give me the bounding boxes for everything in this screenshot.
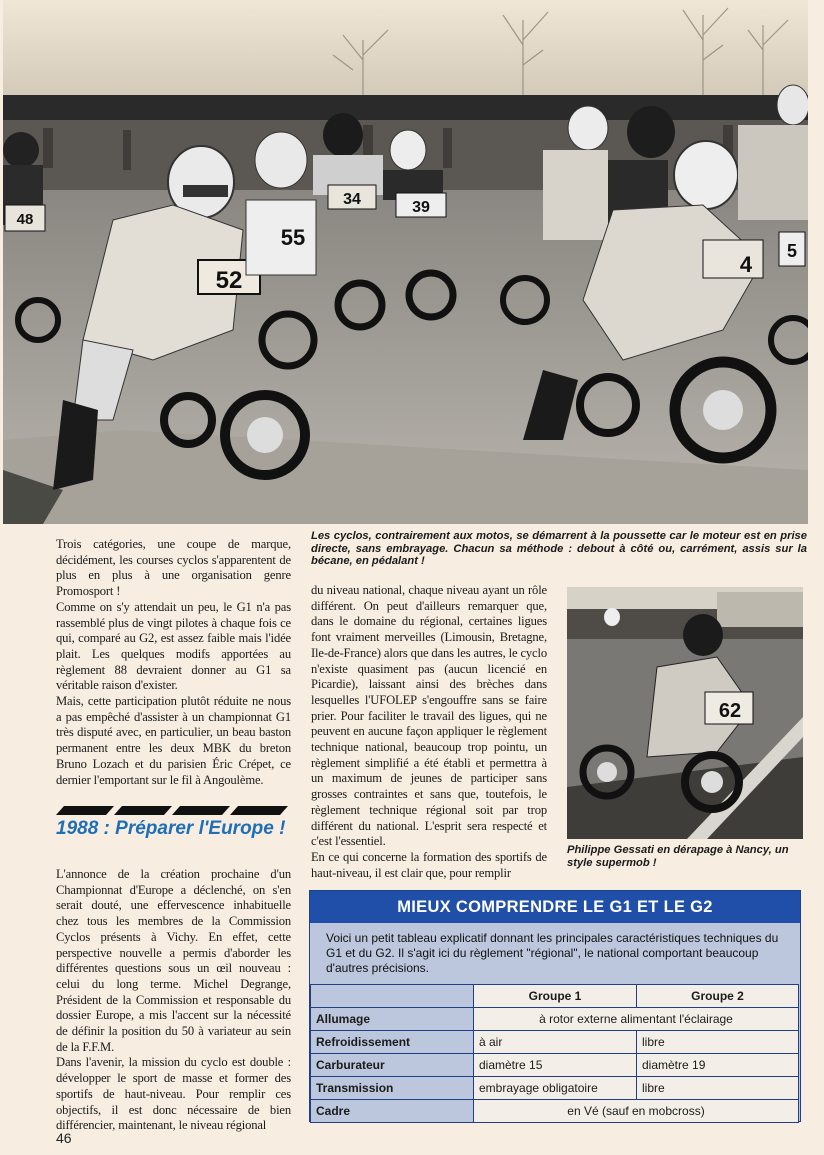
row-label: Allumage — [311, 1008, 474, 1031]
paragraph: Mais, cette participation plutôt réduite ne nous a pas empêché d'assister à un championnat G1 très disputé avec, en particulier, un beau baston permanent entre les deux MBK du breton Bruno Lozach et du parisien Éric Crépet, ce dernier l'emportant sur le fil à Angoulème. — [56, 694, 291, 787]
bike-number-62: 62 — [718, 700, 742, 722]
main-photo-caption: Les cyclos, contrairement aux motos, se démarrent à la poussette car le moteur est en prise directe, sans embrayage. Chacun sa méthode : debout à côté ou, carrément, assis sur la bécane, en pédalant ! — [311, 530, 807, 567]
table-cell: libre — [637, 1077, 799, 1100]
row-label: Carburateur — [311, 1054, 474, 1077]
paragraph: du niveau national, chaque niveau ayant un rôle différent. On peut d'ailleurs remarquer que, dans le domaine du régional, certaines ligues font vraiment merveilles (Limousin, Bretagne, Ile-de-France) alors que dans les autres, le cyclo n'existe quasiment pas (aucun licencié en Picardie), laissant ainsi des brèches dans lesquelles l'UFOLEP s'engouffre sans se faire prier. Pour faciliter le travail des ligues, qui ne peuvent en aucune façon appliquer le règlement technique national, beaucoup trop pointu, un règlement simplifié a été établi et permettra à un maximum de jeunes de participer sans grosses contraintes et sans que, toutefois, le règlement technique régional soit par trop différent du national. L'esprit sera respecté et c'est l'essentiel. — [311, 583, 547, 849]
row-label: Refroidissement — [311, 1031, 474, 1054]
comparison-box — [309, 890, 801, 1122]
table-row — [311, 1100, 799, 1123]
main-race-photo — [3, 0, 808, 524]
bike-number-52: 52 — [215, 267, 243, 294]
table-cell: à rotor externe alimentant l'éclairage — [474, 1008, 799, 1031]
comparison-table — [310, 984, 799, 1123]
table-cell: embrayage obligatoire — [474, 1077, 637, 1100]
table-header-row — [311, 985, 799, 1008]
table-row — [311, 1031, 799, 1054]
table-cell: en Vé (sauf en mobcross) — [474, 1100, 799, 1123]
paragraph: Comme on s'y attendait un peu, le G1 n'a pas rassemblé plus de vingt pilotes à chaque fois ce qui, comparé au G2, est assez faible mais l'idée plait. Les quelques modifs apportées au règlement 88 devraient donner au G1 sa véritable raison d'exister. — [56, 599, 291, 693]
paragraph: Dans l'avenir, la mission du cyclo est double : développer le sport de masse et former des sportifs de haut-niveau. Pour remplir ces objectifs, il est donc nécessaire de bien différencier, maintenant, le niveau régional — [56, 1055, 291, 1133]
page-number: 46 — [56, 1130, 72, 1146]
bike-number-34: 34 — [343, 191, 361, 208]
bike-number-55: 55 — [280, 225, 306, 250]
table-cell: libre — [637, 1031, 799, 1054]
column1-body — [56, 867, 291, 1134]
bike-number-48: 48 — [16, 211, 34, 228]
table-corner — [311, 985, 474, 1008]
table-cell: à air — [474, 1031, 637, 1054]
section-divider — [56, 806, 288, 815]
paragraph: L'annonce de la création prochaine d'un Championnat d'Europe a déclenché, on s'en serait douté, une effervescence inhabituelle chez tous les membres de la Commission Cyclos présents à Vichy. En effet, cette perspective nouvelle a permis d'aborder les différentes questions sous un œil nouveau : celui du long terme. Michel Degrange, Président de la Commission et responsable du dossier Europe, a mis l'accent sur la nécessité de définir la position du 50 à variateur au sein de la F.F.M. — [56, 867, 291, 1054]
comparison-box-title: MIEUX COMPRENDRE LE G1 ET LE G2 — [310, 891, 800, 923]
table-cell: diamètre 15 — [474, 1054, 637, 1077]
comparison-box-intro: Voici un petit tableau explicatif donnant les principales caractéristiques techniques du G1 et du G2. Il s'agit ici du règlement "régional", le national comportant beaucoup d'autres précisions. — [326, 931, 779, 975]
column-header-group2: Groupe 2 — [637, 985, 799, 1008]
table-row — [311, 1008, 799, 1031]
paragraph: Trois catégories, une coupe de marque, décidément, les courses cyclos s'apparentent de plus en plus à une organisation genre Promosport ! — [56, 537, 291, 599]
side-photo-caption: Philippe Gessati en dérapage à Nancy, un style supermob ! — [567, 844, 789, 869]
section-heading: 1988 : Préparer l'Europe ! — [56, 818, 286, 839]
row-label: Transmission — [311, 1077, 474, 1100]
bike-number-4: 4 — [739, 252, 753, 277]
column-header-group1: Groupe 1 — [474, 985, 637, 1008]
column2-body — [311, 583, 547, 881]
table-row — [311, 1077, 799, 1100]
bike-number-39: 39 — [412, 199, 430, 216]
side-rider-photo — [567, 587, 803, 839]
table-cell: diamètre 19 — [637, 1054, 799, 1077]
paragraph: En ce qui concerne la formation des sportifs de haut-niveau, il est clair que, pour remplir — [311, 849, 547, 880]
table-row — [311, 1054, 799, 1077]
column1-intro — [56, 537, 291, 788]
bike-number-5: 5 — [786, 241, 798, 261]
row-label: Cadre — [311, 1100, 474, 1123]
